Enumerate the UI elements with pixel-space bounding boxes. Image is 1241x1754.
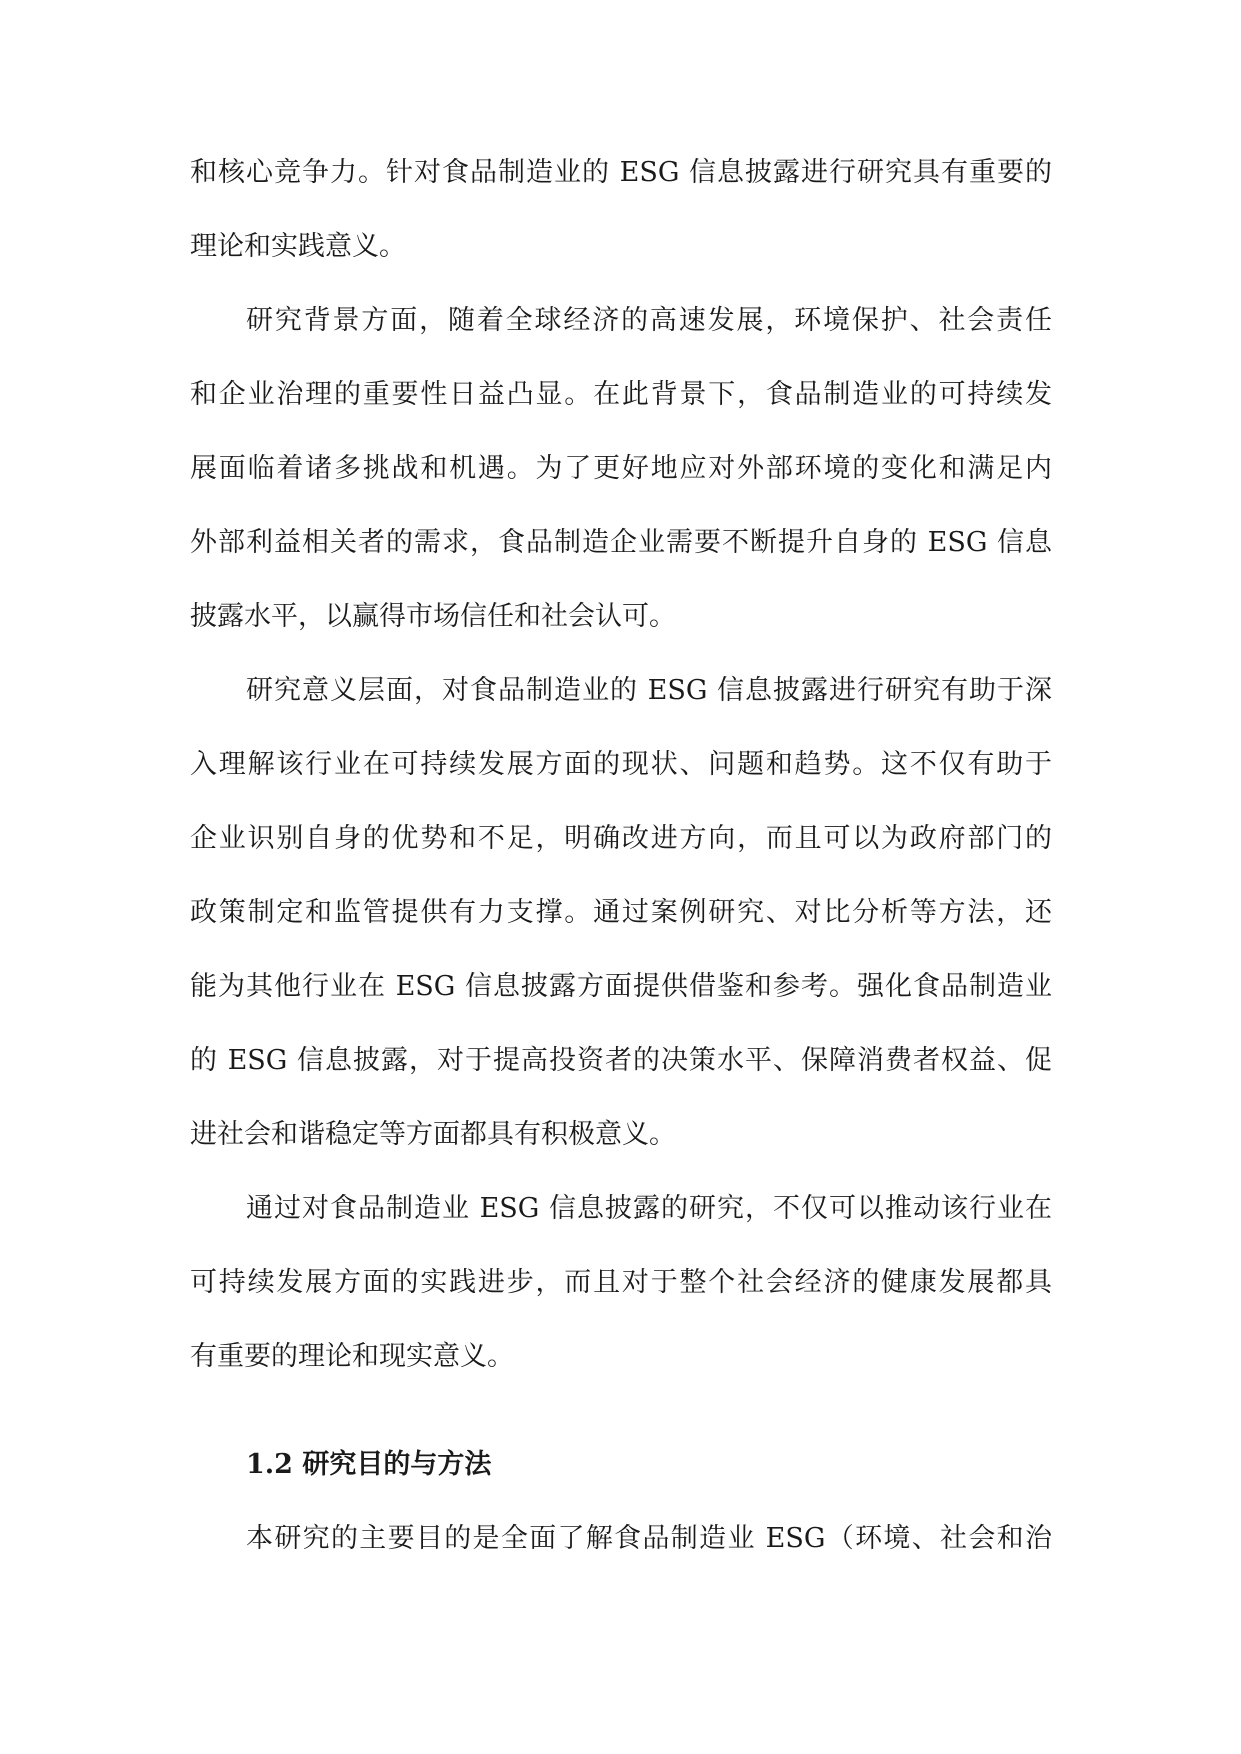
section-heading: 1.2 研究目的与方法 <box>246 1449 492 1480</box>
paragraph-line: 披露水平，以赢得市场信任和社会认可。 <box>190 601 676 632</box>
paragraph-line: 和核心竞争力。针对食品制造业的 ESG 信息披露进行研究具有重要的 <box>190 157 1052 188</box>
paragraph-2 <box>190 284 1052 654</box>
paragraph-line: 和企业治理的重要性日益凸显。在此背景下，食品制造业的可持续发 <box>190 379 1052 410</box>
paragraph-line: 研究背景方面，随着全球经济的高速发展，环境保护、社会责任 <box>246 305 1052 336</box>
section-paragraph <box>190 1502 1052 1576</box>
paragraph-line: 的 ESG 信息披露，对于提高投资者的决策水平、保障消费者权益、促 <box>190 1045 1052 1076</box>
paragraph-line: 研究意义层面，对食品制造业的 ESG 信息披露进行研究有助于深 <box>246 675 1052 706</box>
paragraph-line: 外部利益相关者的需求，食品制造企业需要不断提升自身的 ESG 信息 <box>190 527 1052 558</box>
paragraph-line: 入理解该行业在可持续发展方面的现状、问题和趋势。这不仅有助于 <box>190 749 1052 780</box>
paragraph-3 <box>190 654 1052 1172</box>
paragraph-line: 通过对食品制造业 ESG 信息披露的研究，不仅可以推动该行业在 <box>246 1193 1052 1224</box>
paragraph-line: 企业识别自身的优势和不足，明确改进方向，而且可以为政府部门的 <box>190 823 1052 854</box>
paragraph-1 <box>190 136 1052 284</box>
paragraph-line: 理论和实践意义。 <box>190 231 406 262</box>
paragraph-line: 展面临着诸多挑战和机遇。为了更好地应对外部环境的变化和满足内 <box>190 453 1052 484</box>
paragraph-line: 可持续发展方面的实践进步，而且对于整个社会经济的健康发展都具 <box>190 1267 1052 1298</box>
paragraph-4 <box>190 1172 1052 1394</box>
paragraph-line: 进社会和谐稳定等方面都具有积极意义。 <box>190 1119 676 1150</box>
document-page <box>190 136 1052 1576</box>
paragraph-line: 能为其他行业在 ESG 信息披露方面提供借鉴和参考。强化食品制造业 <box>190 971 1052 1002</box>
paragraph-line: 有重要的理论和现实意义。 <box>190 1341 514 1372</box>
paragraph-line: 政策制定和监管提供有力支撑。通过案例研究、对比分析等方法，还 <box>190 897 1052 928</box>
paragraph-line: 本研究的主要目的是全面了解食品制造业 ESG（环境、社会和治 <box>246 1523 1052 1554</box>
